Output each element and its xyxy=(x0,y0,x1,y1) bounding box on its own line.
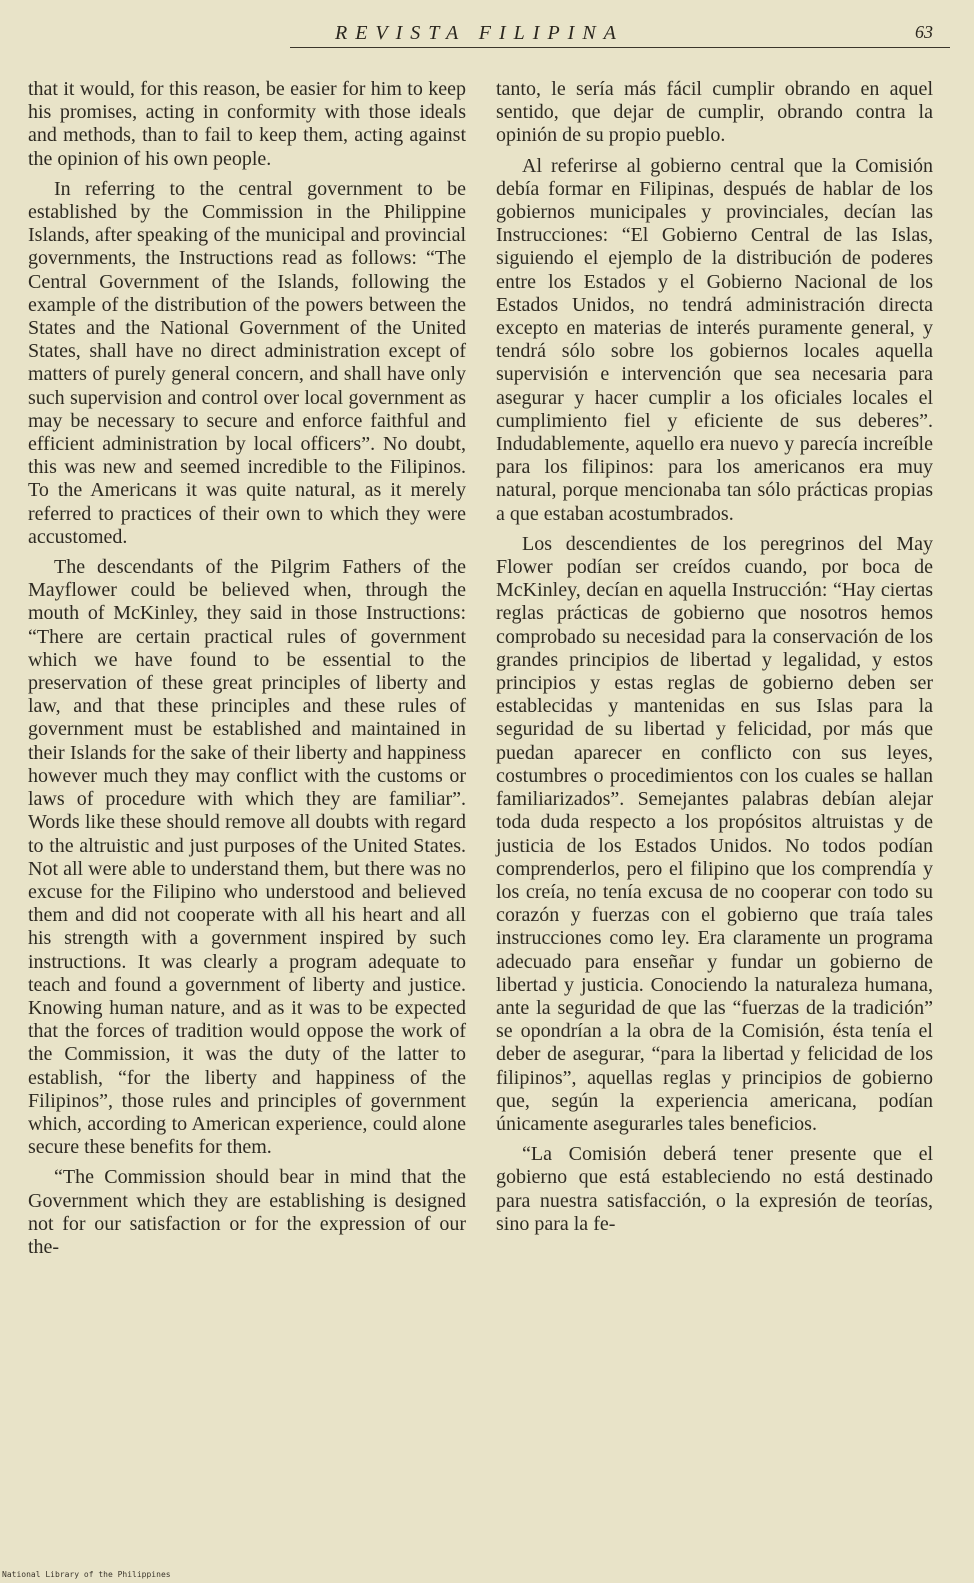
library-footer: National Library of the Philippines xyxy=(2,1570,171,1579)
spanish-paragraph-2: Al referirse al gobierno central que la Comisión debía formar en Filipinas, después de hablar de los gobiernos municipales y provinciales, decían las Instrucciones: “El Gobierno Central de las Islas, siguiendo el ejemplo de la distribución de poderes entre los Estados y el Gobierno Nacional de los Estados Unidos, no tendrá administración directa excepto en materias de interés puramente general, y tendrá sólo sobre los gobiernos locales aquella supervisión e intervención que sea necesaria para asegurar y hacer cumplir a los oficiales locales el cumplimiento fiel y eficiente de sus deberes”. Indudablemente, aquello era nuevo y parecía increíble para los filipinos: para los americanos era muy natural, porque mencionaba tan sólo prácticas propias a que estaban acostumbrados. xyxy=(496,154,933,525)
spanish-paragraph-1: tanto, le sería más fácil cumplir obrando en aquel sentido, que dejar de cumplir, obrando contra la opinión de su propio pueblo. xyxy=(496,78,933,147)
spanish-paragraph-4: “La Comisión deberá tener presente que el gobierno que está estableciendo no está destinado para nuestra satisfacción, o la expresión de teorías, sino para la fe- xyxy=(496,1143,933,1235)
page-header xyxy=(0,0,974,48)
english-paragraph-4: “The Commission should bear in mind that the Government which they are establishing is designed not for our satisfaction or for the expression of our the- xyxy=(28,1166,466,1258)
spanish-paragraph-3: Los descendientes de los peregrinos del May Flower podían ser creídos cuando, por boca de McKinley, decían en aquella Instrucción: “Hay ciertas reglas prácticas de gobierno que nosotros hemos comprobado su necesidad para la conservación de los grandes principios de libertad y legalidad, y estos principios y estas reglas de gobierno deben ser establecidas y mantenidas en sus Islas para la seguridad de su libertad y felicidad, por más que puedan aparecer en conflicto con sus leyes, costumbres o procedimientos con los cuales se hallan familiarizados”. Semejantes palabras debían alejar toda duda respecto a los propósitos altruistas y de justicia de los Estados Unidos. No todos podían comprenderlos, pero el filipino que los comprendía y los creía, no tenía excusa de no cooperar con todo su corazón y fuerzas con el gobierno que traía tales instrucciones como ley. Era claramente un programa adecuado para enseñar y fundar un gobierno de libertad y justicia. Conociendo la naturaleza humana, ante la seguridad de que las “fuerzas de la tradición” se opondrían a la obra de la Comisión, ésta tenía el deber de asegurar, “para la libertad y felicidad de los filipinos”, aquellas reglas y principios de gobierno que, según la experiencia americana, podían únicamente asegurarles tales beneficios. xyxy=(496,532,933,1135)
page-number: 63 xyxy=(915,22,933,42)
spanish-column xyxy=(496,78,933,1236)
header-rule xyxy=(290,47,950,48)
english-column xyxy=(28,78,466,1259)
english-paragraph-3: The descendants of the Pilgrim Fathers of the Mayflower could be believed when, through the mouth of McKinley, they said in those Instructions: “There are certain practical rules of government which we have found to be essential to the preservation of these great principles of liberty and law, and that these principles and these rules of government must be established and maintained in their Islands for the sake of their liberty and happiness however much they may conflict with the customs or laws of procedure with which they are familiar”. Words like these should remove all doubts with regard to the altruistic and just purposes of the United States. Not all were able to understand them, but there was no excuse for the Filipino who understood and believed them and did not cooperate with all his heart and all his strength with a government inspired by such instructions. It was clearly a program adequate to teach and found a government of liberty and justice. Knowing human nature, and as it was to be expected that the forces of tradition would oppose the work of the Commission, it was the duty of the latter to establish, “for the liberty and happiness of the Filipinos”, those rules and principles of government which, according to American experience, could alone secure these benefits for them. xyxy=(28,556,466,1159)
english-paragraph-1: that it would, for this reason, be easier for him to keep his promises, acting in conformity with those ideals and methods, than to fail to keep them, acting against the opinion of his own people. xyxy=(28,78,466,170)
english-paragraph-2: In referring to the central government to be established by the Commission in the Philippine Islands, after speaking of the municipal and provincial governments, the Instructions read as follows: “The Central Government of the Islands, following the example of the distribution of the powers between the States and the National Government of the United States, shall have no direct administration except of matters of purely general concern, and shall have only such supervision and control over local government as may be necessary to secure and enforce faithful and efficient administration by local officers”. No doubt, this was new and seemed incredible to the Filipinos. To the Americans it was quite natural, as it merely referred to practices of their own to which they were accustomed. xyxy=(28,177,466,548)
journal-title: REVISTA FILIPINA xyxy=(335,22,624,44)
